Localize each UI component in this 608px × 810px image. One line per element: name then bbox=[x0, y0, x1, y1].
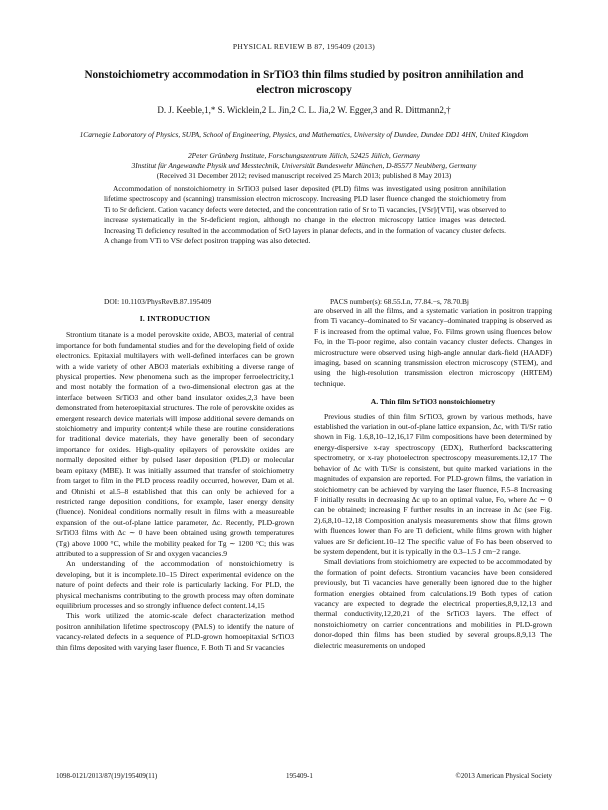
paragraph: An understanding of the accommodation of nonstoichiometry is developing, but it is incomplete.10–15 Direct experimental evidence on the nature of point defects and their role is particularly lacking. For PLD, the physical mechanisms contributing to the growth process may often dominate equilibrium processes and so strongly influence defect content.14,15 bbox=[56, 559, 294, 610]
paragraph: Small deviations from stoichiometry are expected to be accommodated by the formation of point defects. Strontium vacancies have been considered previously, but Ti vacancies have generally been ignored due to the higher formation energies obtained from calculations.19 Both types of cation vacancy are expected to degrade the electrical properties,8,9,12,13 and thermal conductivity,12,20,21 of the SrTiO3 layers. The effect of nonstoichiometry on carrier concentrations and mobilities in PLD-grown donor-doped thin films has been studied by several groups.8,9,13 The dielectric measurements on undoped bbox=[314, 557, 552, 650]
affiliation-1: 1Carnegie Laboratory of Physics, SUPA, School of Engineering, Physics, and Mathematics, University of Dundee, Dundee DD1 4HN, United Kingdom bbox=[79, 130, 529, 139]
abstract: Accommodation of nonstoichiometry in SrTiO3 pulsed laser deposited (PLD) films was investigated using positron annihilation lifetime spectroscopy and (scanning) transmission electron microscopy. Increasing PLD laser fluence changed the stoichiometry from Ti to Sr deficient. Cation vacancy defects were detected, and the concentration ratio of Sr to Ti vacancies, [VSr]/[VTi], was observed to increase systematically in the Sr-deficient region, although no change in the electron microscopy lattice images was detected. Increasing Ti deficiency resulted in the accommodation of SrO layers in planar defects, and in the formation of vacancy cluster defects. A change from VTi to VSr defect positron trapping was also detected. bbox=[104, 184, 506, 246]
paragraph: are observed in all the films, and a systematic variation in positron trapping from Ti vacancy–dominated to Sr vacancy–dominated trapping is observed as F is increased from the optimal value, Fo. Films grown using fluences below Fo, in the Ti-poor regime, also contain vacancy cluster defects. Changes in microstructure were observed using high-angle annular dark-field (HAADF) imaging, based on scanning transmission electron microscopy (STEM), and using the high-resolution transmission electron microscopy (HRTEM) technique. bbox=[314, 306, 552, 388]
paper-title: Nonstoichiometry accommodation in SrTiO3 thin films studied by positron annihilation and electron microscopy bbox=[84, 69, 524, 96]
author-list: D. J. Keeble,1,* S. Wicklein,2 L. Jin,2 C. L. Jia,2 W. Egger,3 and R. Dittmann2,† bbox=[157, 105, 451, 115]
section-heading-introduction: I. INTRODUCTION bbox=[139, 314, 211, 323]
affiliation-2: 2Peter Grünberg Institute, Forschungszentrum Jülich, 52425 Jülich, Germany bbox=[187, 151, 421, 160]
right-column bbox=[314, 306, 552, 651]
footer-copyright: ©2013 American Physical Society bbox=[455, 772, 552, 780]
footer-page-number: 195409-1 bbox=[286, 772, 313, 780]
paragraph: This work utilized the atomic-scale defect characterization method positron annihilation lifetime spectroscopy (PALS) to identify the nature of vacancy-related defects in a sequence of PLD-grown homoepitaxial SrTiO3 thin films deposited with varying laser fluence, F. Both Ti and Sr vacancies bbox=[56, 611, 294, 652]
received-dates: (Received 31 December 2012; revised manuscript received 25 March 2013; published 8 May 2013) bbox=[156, 171, 452, 180]
running-head: PHYSICAL REVIEW B 87, 195409 (2013) bbox=[232, 42, 376, 51]
footer-issn: 1098-0121/2013/87(19)/195409(11) bbox=[56, 772, 158, 780]
paragraph: Previous studies of thin film SrTiO3, grown by various methods, have established the variation in out-of-plane lattice expansion, Δc, with Ti/Sr ratio shown in Fig. 1.6,8,10–12,16,17 Film compositions have been determined by energy-dispersive x-ray spectroscopy (EDX), Rutherford backscattering spectrometry, or x-ray photoelectron spectroscopy measurements.12,17 The behavior of Δc with Ti/Sr is consistent, but quite marked variations in the magnitudes of expansion are reported. For PLD-grown films, the variation in stoichiometry can be achieved by varying the laser fluence, F.5–8 Increasing F initially results in decreasing Δc up to an optimal value, Fo, where Δc ∼ 0 can be obtained; increasing F further results in an increase in Δc (see Fig. 2).6,8,10–12,18 Composition analysis measurements show that films grown with fluences lower than Fo are Ti deficient, while films grown with higher values are Sr deficient.10–12 The specific value of Fo has been observed to be system dependent, but it is typically in the 0.3–1.5 J cm−2 range. bbox=[314, 411, 552, 556]
subsection-heading: A. Thin film SrTiO3 nonstoichiometry bbox=[370, 397, 496, 407]
doi-link[interactable]: DOI: 10.1103/PhysRevB.87.195409 bbox=[104, 297, 212, 306]
paragraph: Strontium titanate is a model perovskite oxide, ABO3, material of central importance for both fundamental studies and for the developing field of oxide electronics. Epitaxial multilayers with well-defined interfaces can be grown with a wide variety of other ABO3 materials exhibiting a diverse range of physical properties. New phenomena such as the improper ferroelectricity,1 and most notably the formation of a two-dimensional electron gas at the interface between SrTiO3 and other band insulator oxides,2,3 have been demonstrated from heteroepitaxial structures. The role of perovskite oxides as emergent research device materials will impose additional severe demands on stoichiometry and impurity content;4 while these are routine considerations for traditional device materials, they have generally been of secondary importance for oxides. High-quality epilayers of perovskite oxides are normally deposited either by pulsed laser deposition (PLD) or molecular beam epitaxy (MBE). It was initially assumed that transfer of stoichiometry from target to film in the PLD process readily occurred, however, Dam et al. and Ohnishi et al.5–8 established that this can only be achieved for a restricted range deposition conditions, for example, laser energy density (fluence). Nonideal conditions normally result in films with a measureable expansion of the out-of-plane lattice parameter, Δc. Recently, PLD-grown SrTiO3 films with Δc ∼ 0 have been obtained using growth temperatures (Tg) above 1000 °C, while the mobility peaked for Tg ∼ 1200 °C; this was attributed to a suppression of Sr and oxygen vacancies.9 bbox=[56, 330, 294, 558]
left-column bbox=[56, 314, 294, 653]
affiliation-3: 3Institut für Angewandte Physik und Messtechnik, Universität Bundeswehr München, D-85577 Neubiberg, Germany bbox=[131, 161, 477, 170]
pacs-numbers: PACS number(s): 68.55.Ln, 77.84.−s, 78.70.Bj bbox=[330, 297, 469, 306]
